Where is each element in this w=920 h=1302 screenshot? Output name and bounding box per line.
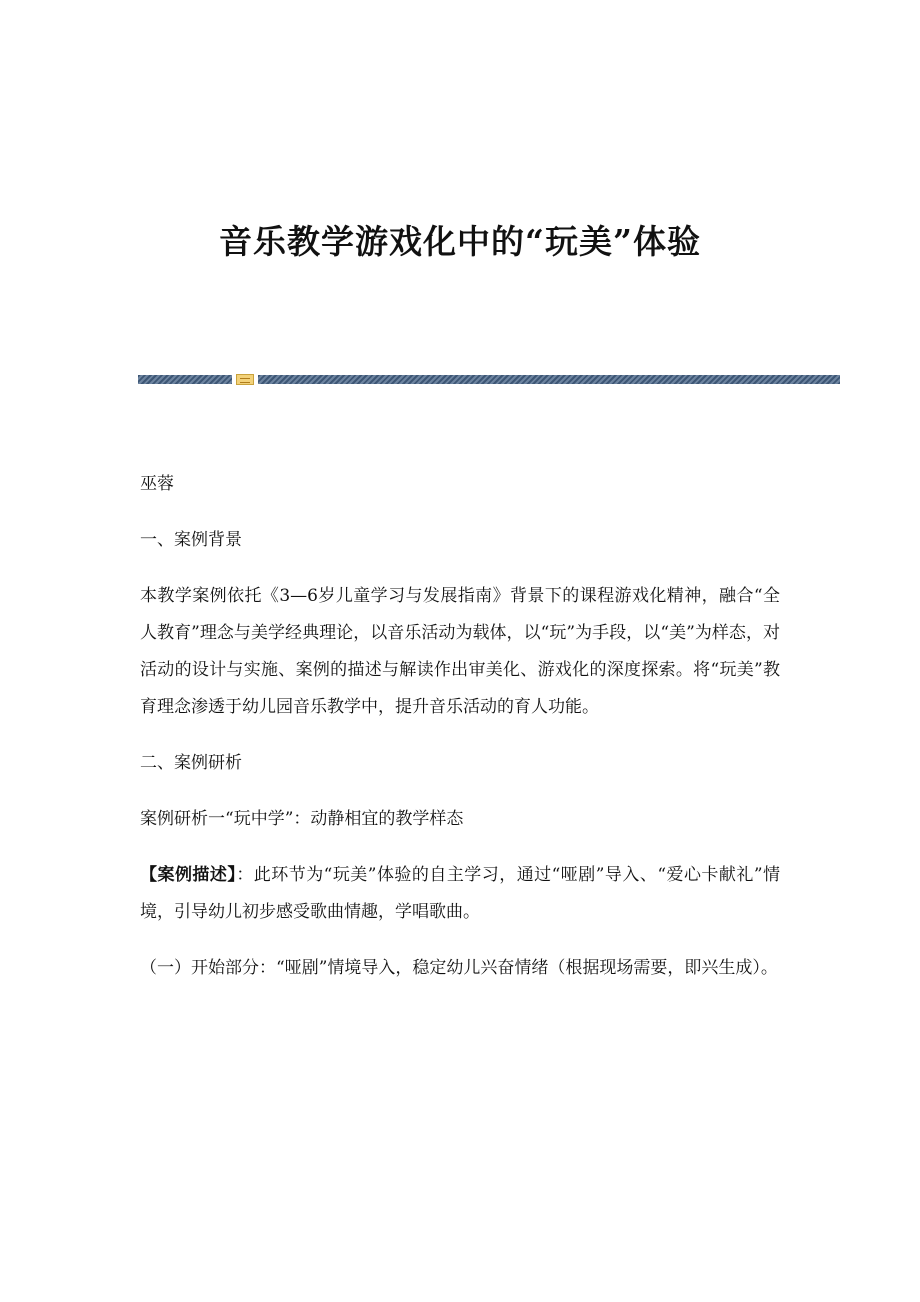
author-name: 巫蓉	[140, 474, 174, 494]
divider-ornament-icon	[236, 374, 254, 385]
document-title: 音乐教学游戏化中的“玩美”体验	[219, 222, 701, 261]
section-heading-background: 一、案例背景	[140, 530, 242, 550]
divider-bar-left	[138, 375, 232, 384]
paragraph-case-description	[140, 857, 780, 931]
subheading-case-one: 案例研析一“玩中学”：动静相宜的教学样态	[140, 809, 464, 829]
paragraph-part-one: （一）开始部分：“哑剧”情境导入，稳定幼儿兴奋情绪（根据现场需要，即兴生成）。	[140, 958, 778, 978]
divider-bar-right	[258, 375, 840, 384]
paragraph-background: 本教学案例依托《3—6岁儿童学习与发展指南》背景下的课程游戏化精神，融合“全人教育”理念与美学经典理论，以音乐活动为载体，以“玩”为手段，以“美”为样态，对活动的设计与实施、案例的描述与解读作出审美化、游戏化的深度探索。将“玩美”教育理念渗透于幼儿园音乐教学中，提升音乐活动的育人功能。	[140, 586, 780, 717]
section-heading-analysis: 二、案例研析	[140, 753, 242, 773]
case-description-label: 【案例描述】	[140, 865, 237, 885]
title-divider	[138, 375, 840, 384]
case-description-text: ：此环节为“玩美”体验的自主学习，通过“哑剧”导入、“爱心卡献礼”情境，引导幼儿初步感受歌曲情趣，学唱歌曲。	[140, 865, 780, 922]
document-body	[140, 466, 780, 1006]
